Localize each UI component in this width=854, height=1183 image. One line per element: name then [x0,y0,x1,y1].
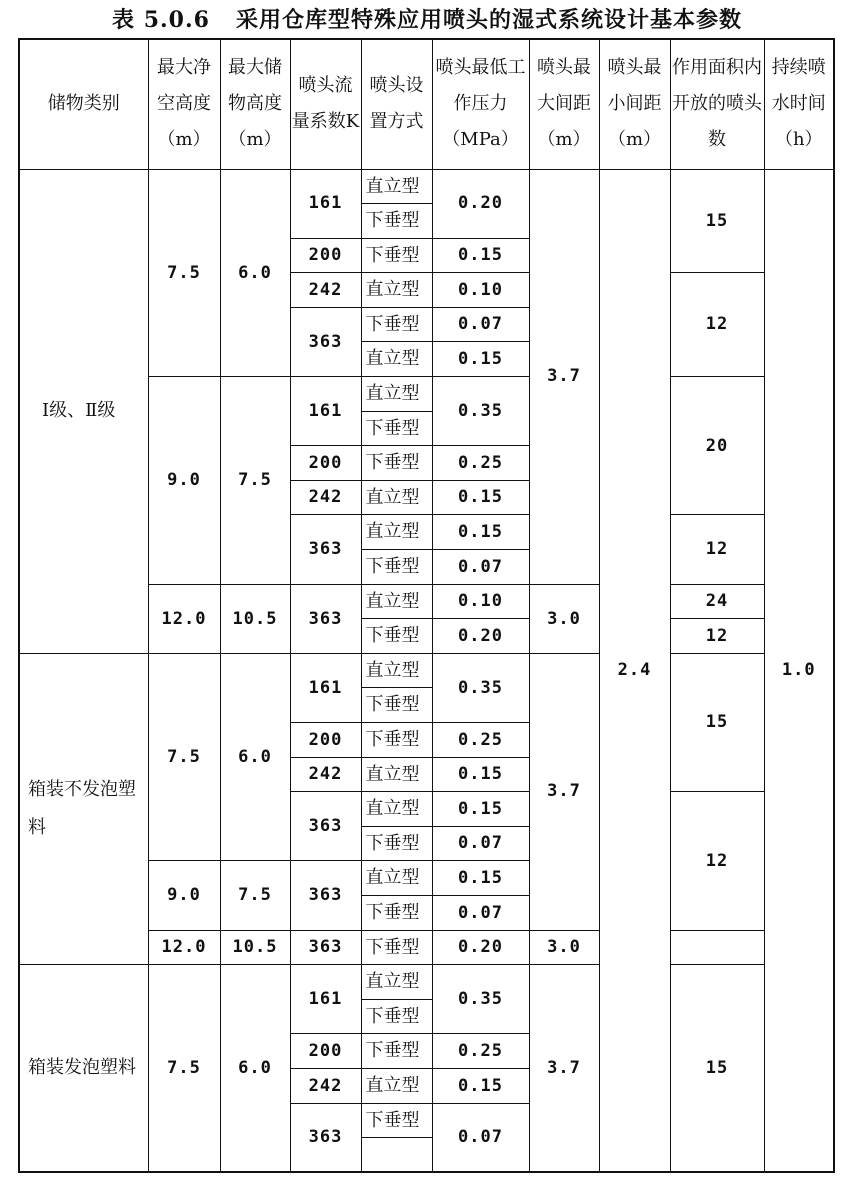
storage-height-cell: 10.5 [220,930,290,965]
mounting-cell: 下垂型 [361,999,432,1034]
pressure-cell: 0.35 [432,377,529,446]
pressure-cell: 0.07 [432,826,529,861]
header-k-factor: 喷头流量系数K [290,39,361,169]
heads-open-cell: 12 [670,273,764,377]
mounting-cell: 下垂型 [361,930,432,965]
category-cell: Ⅰ级、Ⅱ级 [19,169,148,653]
mounting-cell: 下垂型 [361,550,432,585]
header-row [19,39,834,169]
mounting-cell: 直立型 [361,515,432,550]
heads-open-cell: 12 [670,792,764,930]
mounting-cell: 下垂型 [361,411,432,446]
storage-height-cell: 7.5 [220,377,290,585]
heads-open-cell: 24 [670,584,764,619]
pressure-cell: 0.15 [432,757,529,792]
k-factor-cell: 161 [290,653,361,722]
heads-open-cell: 15 [670,169,764,273]
category-cell: 箱装不发泡塑料 [19,653,148,964]
clear-height-cell: 7.5 [148,169,220,377]
header-max-storage-height: 最大储物高度（m） [220,39,290,169]
k-factor-cell: 242 [290,480,361,515]
pressure-cell: 0.25 [432,1034,529,1069]
clear-height-cell: 7.5 [148,653,220,861]
header-duration: 持续喷水时间（h） [764,39,834,169]
heads-open-cell: 12 [670,619,764,654]
mounting-cell: 直立型 [361,861,432,896]
max-spacing-cell: 3.0 [529,930,599,965]
k-factor-cell: 200 [290,446,361,481]
table-row [19,653,834,688]
pressure-cell: 0.07 [432,307,529,342]
header-heads-open: 作用面积内开放的喷头数 [670,39,764,169]
pressure-cell: 0.07 [432,550,529,585]
storage-height-cell: 10.5 [220,584,290,653]
mounting-cell: 下垂型 [361,619,432,654]
k-factor-cell: 363 [290,1103,361,1172]
k-factor-cell: 242 [290,757,361,792]
header-min-pressure: 喷头最低工作压力（MPa） [432,39,529,169]
mounting-cell: 下垂型 [361,307,432,342]
k-factor-cell: 242 [290,1068,361,1103]
table-caption [0,0,854,36]
pressure-cell: 0.20 [432,930,529,965]
storage-height-cell: 7.5 [220,861,290,930]
pressure-cell: 0.20 [432,169,529,238]
pressure-cell: 0.35 [432,653,529,722]
mounting-cell: 下垂型 [361,723,432,758]
mounting-cell: 直立型 [361,653,432,688]
header-mounting: 喷头设置方式 [361,39,432,169]
storage-height-cell: 6.0 [220,169,290,377]
k-factor-cell: 161 [290,377,361,446]
max-spacing-cell: 3.7 [529,653,599,930]
heads-open-cell: 20 [670,377,764,515]
mounting-cell: 直立型 [361,377,432,412]
pressure-cell: 0.15 [432,342,529,377]
table-number: 表 5.0.6 [112,6,210,33]
k-factor-cell: 363 [290,307,361,376]
k-factor-cell: 363 [290,792,361,861]
heads-open-cell: 12 [670,515,764,584]
clear-height-cell: 9.0 [148,377,220,585]
k-factor-cell: 363 [290,584,361,653]
heads-open-cell: 15 [670,965,764,1173]
max-spacing-cell: 3.0 [529,584,599,653]
pressure-cell: 0.15 [432,861,529,896]
storage-height-cell: 6.0 [220,965,290,1173]
pressure-cell: 0.10 [432,273,529,308]
pressure-cell: 0.35 [432,965,529,1034]
k-factor-cell: 200 [290,1034,361,1069]
mounting-cell: 直立型 [361,480,432,515]
mounting-cell: 下垂型 [361,204,432,239]
mounting-cell: 下垂型 [361,238,432,273]
pressure-cell: 0.15 [432,792,529,827]
k-factor-cell: 200 [290,238,361,273]
category-cell: 箱装发泡塑料 [19,965,148,1173]
mounting-cell: 直立型 [361,757,432,792]
parameters-table [18,38,835,1173]
mounting-cell: 下垂型 [361,826,432,861]
k-factor-cell: 363 [290,930,361,965]
mounting-cell: 直立型 [361,342,432,377]
mounting-cell: 下垂型 [361,895,432,930]
k-factor-cell: 363 [290,515,361,584]
min-spacing-cell: 2.4 [599,169,670,1172]
mounting-cell: 下垂型 [361,688,432,723]
storage-height-cell: 6.0 [220,653,290,861]
mounting-cell: 直立型 [361,169,432,204]
pressure-cell: 0.10 [432,584,529,619]
mounting-cell: 直立型 [361,273,432,308]
k-factor-cell: 161 [290,965,361,1034]
clear-height-cell: 9.0 [148,861,220,930]
header-min-spacing: 喷头最小间距（m） [599,39,670,169]
header-max-spacing: 喷头最大间距（m） [529,39,599,169]
header-max-clear-height: 最大净空高度（m） [148,39,220,169]
k-factor-cell: 242 [290,273,361,308]
table-title: 采用仓库型特殊应用喷头的湿式系统设计基本参数 [235,6,742,33]
mounting-cell: 下垂型 [361,1034,432,1069]
max-spacing-cell: 3.7 [529,965,599,1173]
pressure-cell: 0.25 [432,723,529,758]
mounting-cell: 直立型 [361,792,432,827]
k-factor-cell: 363 [290,861,361,930]
pressure-cell: 0.07 [432,1103,529,1172]
pressure-cell: 0.15 [432,1068,529,1103]
header-category: 储物类别 [19,39,148,169]
table-row [19,169,834,204]
pressure-cell: 0.15 [432,480,529,515]
max-spacing-cell: 3.7 [529,169,599,584]
heads-open-cell: 15 [670,653,764,791]
mounting-cell: 直立型 [361,965,432,1000]
duration-cell: 1.0 [764,169,834,1172]
mounting-cell: 下垂型 [361,1103,432,1138]
k-factor-cell: 200 [290,723,361,758]
clear-height-cell: 12.0 [148,584,220,653]
table-row [19,965,834,1000]
k-factor-cell: 161 [290,169,361,238]
clear-height-cell: 12.0 [148,930,220,965]
mounting-cell: 下垂型 [361,446,432,481]
mounting-cell: 直立型 [361,1068,432,1103]
pressure-cell: 0.15 [432,238,529,273]
mounting-cell: 直立型 [361,584,432,619]
pressure-cell: 0.25 [432,446,529,481]
mounting-cell [361,1138,432,1173]
pressure-cell: 0.07 [432,895,529,930]
pressure-cell: 0.15 [432,515,529,550]
clear-height-cell: 7.5 [148,965,220,1173]
pressure-cell: 0.20 [432,619,529,654]
table-container [18,38,835,1173]
